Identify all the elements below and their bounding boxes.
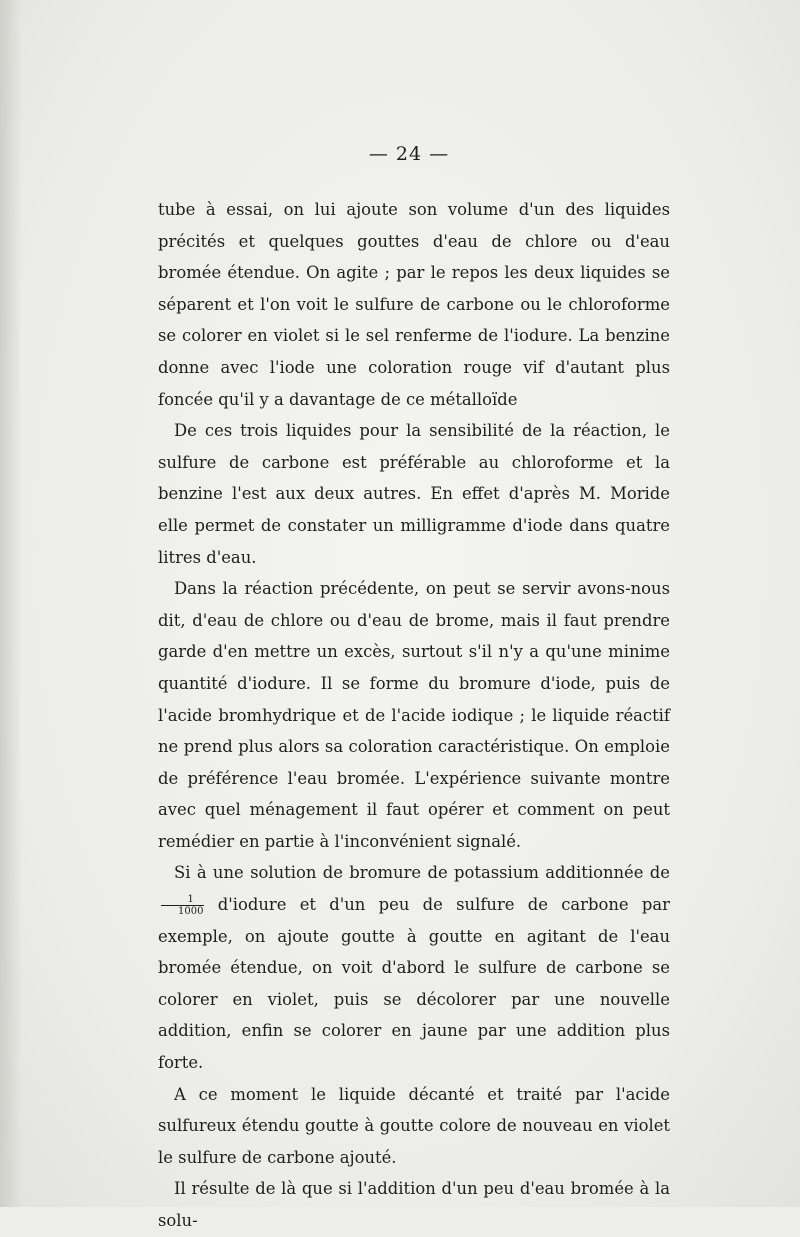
paragraph-6: Il résulte de là que si l'addition d'un peu d'eau bromée à la solu- <box>158 1179 670 1230</box>
paragraph-4-after: d'iodure et d'un peu de sulfure de carbone par exemple, on ajoute goutte à goutte en agitant de l'eau bromée étendue, on voit d'abord le sulfure de carbone se colorer en violet, puis se décolorer par une nouvelle addition, enfin se colorer en jaune par une addition plus forte. <box>158 895 670 1073</box>
fraction <box>161 894 204 917</box>
fraction-denominator: 1000 <box>178 906 204 918</box>
page-number: — 24 — <box>368 143 450 165</box>
paragraph-1: tube à essai, on lui ajoute son volume d'un des liquides précités et quelques gouttes d'eau de chlore ou d'eau bromée étendue. On agite ; par le repos les deux liquides se séparent et l'on voit le sulfure de carbone ou le chloroforme se colorer en violet si le sel renferme de l'iodure. La benzine donne avec l'iode une coloration rouge vif d'autant plus foncée qu'il y a davantage de ce métalloïde <box>158 200 670 409</box>
paragraph-4 <box>158 857 670 1078</box>
paragraph-3: Dans la réaction précédente, on peut se servir avons-nous dit, d'eau de chlore ou d'eau de brome, mais il faut prendre garde d'en mettre un excès, surtout s'il n'y a qu'une minime quantité d'iodure. Il se forme du bromure d'iode, puis de l'acide bromhydrique et de l'acide iodique ; le liquide réactif ne prend plus alors sa coloration caractéristique. On emploie de préférence l'eau bromée. L'expérience suivante montre avec quel ménagement il faut opérer et comment on peut remédier en partie à l'inconvénient signalé. <box>158 579 670 851</box>
paragraph-2: De ces trois liquides pour la sensibilité de la réaction, le sulfure de carbone est préférable au chloroforme et la benzine l'est aux deux autres. En effet d'après M. Moride elle permet de constater un milligramme d'iode dans quatre litres d'eau. <box>158 421 670 567</box>
body-text <box>158 194 670 1237</box>
page-spine-shadow <box>0 0 22 1207</box>
paragraph-4-before: Si à une solution de bromure de potassium additionnée de <box>174 863 670 883</box>
paragraph-5: A ce moment le liquide décanté et traité par l'acide sulfureux étendu goutte à goutte colore de nouveau en violet le sulfure de carbone ajouté. <box>158 1084 670 1167</box>
fraction-numerator: 1 <box>161 894 204 906</box>
